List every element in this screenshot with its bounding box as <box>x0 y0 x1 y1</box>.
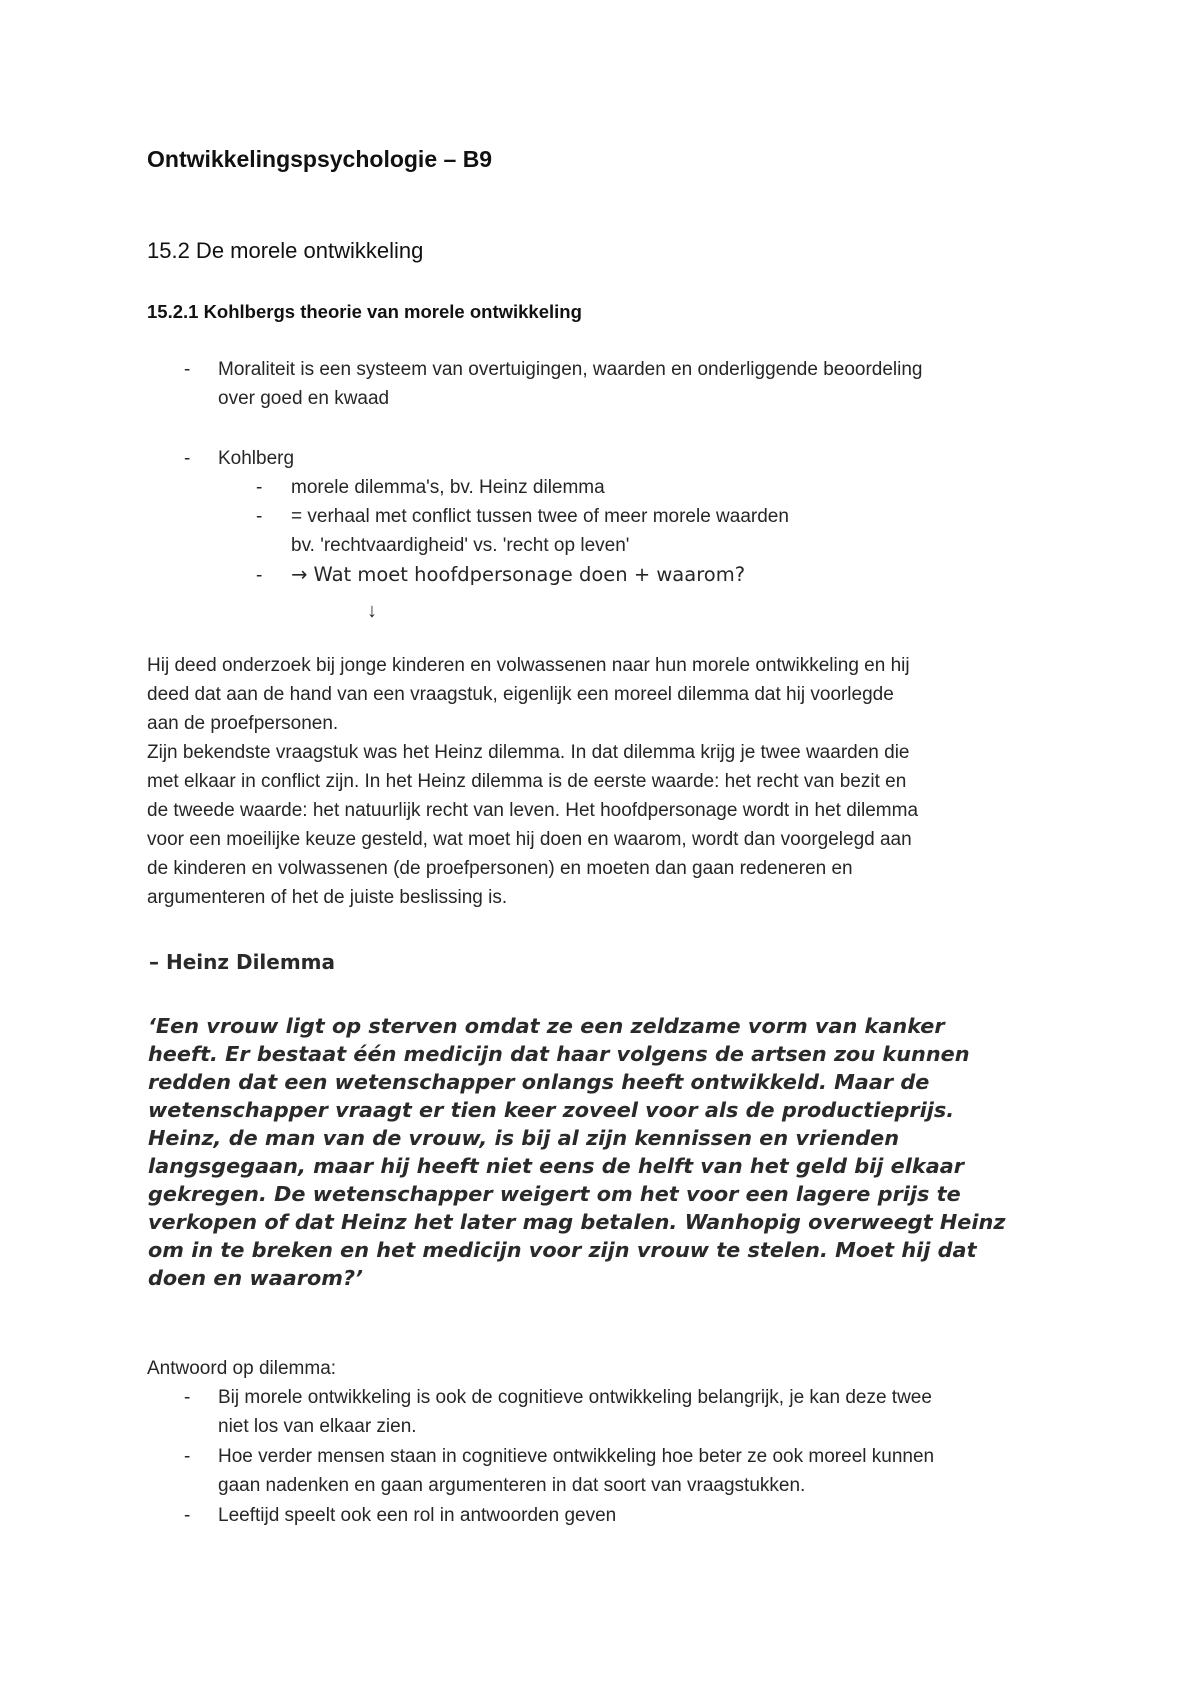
subsection-heading: 15.2.1 Kohlbergs theorie van morele ontwikkeling <box>147 301 582 322</box>
paragraph-line: Hij deed onderzoek bij jonge kinderen en volwassenen naar hun morele ontwikkeling en hij <box>147 655 910 676</box>
document-title: Ontwikkelingspsychologie – B9 <box>147 146 493 172</box>
bullet-dash: - <box>184 1505 191 1526</box>
paragraph-line: Zijn bekendste vraagstuk was het Heinz dilemma. In dat dilemma krijg je twee waarden die <box>147 742 910 763</box>
answer-bullet-text: Leeftijd speelt ook een rol in antwoorden geven <box>218 1505 617 1526</box>
sub-bullet-dash: - <box>256 565 263 586</box>
sub-bullet-text: = verhaal met conflict tussen twee of meer morele waarden <box>291 506 789 527</box>
body-paragraph <box>147 651 1067 912</box>
paragraph-line: de kinderen en volwassenen (de proefpersonen) en moeten dan gaan redeneren en <box>147 858 853 879</box>
quote-line: ‘Een vrouw ligt op sterven omdat ze een zeldzame vorm van kanker <box>148 1014 945 1038</box>
quote-line: redden dat een wetenschapper onlangs heeft ontwikkeld. Maar de <box>148 1070 930 1094</box>
sub-bullet-dash: - <box>256 477 263 498</box>
quote-line: wetenschapper vraagt er tien keer zoveel voor als de productieprijs. <box>148 1098 955 1122</box>
bullet-text: over goed en kwaad <box>218 388 390 409</box>
paragraph-line: met elkaar in conflict zijn. In het Heinz dilemma is de eerste waarde: het recht van bezit en <box>147 771 907 792</box>
bullet-dash: - <box>184 359 191 380</box>
down-arrow-icon: ↓ <box>367 600 377 622</box>
quote-line: langsgegaan, maar hij heeft niet eens de helft van het geld bij elkaar <box>148 1154 965 1178</box>
bullet-text: Moraliteit is een systeem van overtuigingen, waarden en onderliggende beoordeling <box>218 359 923 380</box>
quote-line: gekregen. De wetenschapper weigert om het voor een lagere prijs te <box>148 1182 961 1206</box>
paragraph-line: voor een moeilijke keuze gesteld, wat moet hij doen en waarom, wordt dan voorgelegd aan <box>147 829 912 850</box>
bullet-dash: - <box>184 448 191 469</box>
answer-bullet-text: niet los van elkaar zien. <box>218 1416 417 1437</box>
answer-bullet-text: Bij morele ontwikkeling is ook de cognitieve ontwikkeling belangrijk, je kan deze twee <box>218 1387 932 1408</box>
heinz-dilemma-heading: – Heinz Dilemma <box>149 950 336 974</box>
paragraph-line: de tweede waarde: het natuurlijk recht van leven. Het hoofdpersonage wordt in het dilemma <box>147 800 919 821</box>
quote-line: Heinz, de man van de vrouw, is bij al zijn kennissen en vrienden <box>148 1126 900 1150</box>
sub-bullet-text: → Wat moet hoofdpersonage doen + waarom? <box>291 563 746 586</box>
answer-bullet-text: gaan nadenken en gaan argumenteren in dat soort van vraagstukken. <box>218 1475 806 1496</box>
bullet-dash: - <box>184 1446 191 1467</box>
heinz-dilemma-quote <box>148 1012 1005 1292</box>
sub-bullet-text: bv. 'rechtvaardigheid' vs. 'recht op leven' <box>291 535 630 556</box>
sub-bullet-dash: - <box>256 506 263 527</box>
quote-line: heeft. Er bestaat één medicijn dat haar volgens de artsen zou kunnen <box>148 1042 970 1066</box>
paragraph-line: aan de proefpersonen. <box>147 713 339 734</box>
bullet-dash: - <box>184 1387 191 1408</box>
paragraph-line: argumenteren of het de juiste beslissing is. <box>147 887 508 908</box>
section-heading: 15.2 De morele ontwikkeling <box>147 238 424 263</box>
answer-label: Antwoord op dilemma: <box>147 1358 337 1379</box>
bullet-text: Kohlberg <box>218 448 295 469</box>
sub-bullet-text: morele dilemma's, bv. Heinz dilemma <box>291 477 605 498</box>
quote-line: om in te breken en het medicijn voor zijn vrouw te stelen. Moet hij dat <box>148 1238 977 1262</box>
paragraph-line: deed dat aan de hand van een vraagstuk, eigenlijk een moreel dilemma dat hij voorlegde <box>147 684 894 705</box>
quote-line: doen en waarom?’ <box>148 1266 363 1290</box>
quote-line: verkopen of dat Heinz het later mag betalen. Wanhopig overweegt Heinz <box>148 1210 1006 1234</box>
answer-bullet-text: Hoe verder mensen staan in cognitieve ontwikkeling hoe beter ze ook moreel kunnen <box>218 1446 935 1467</box>
